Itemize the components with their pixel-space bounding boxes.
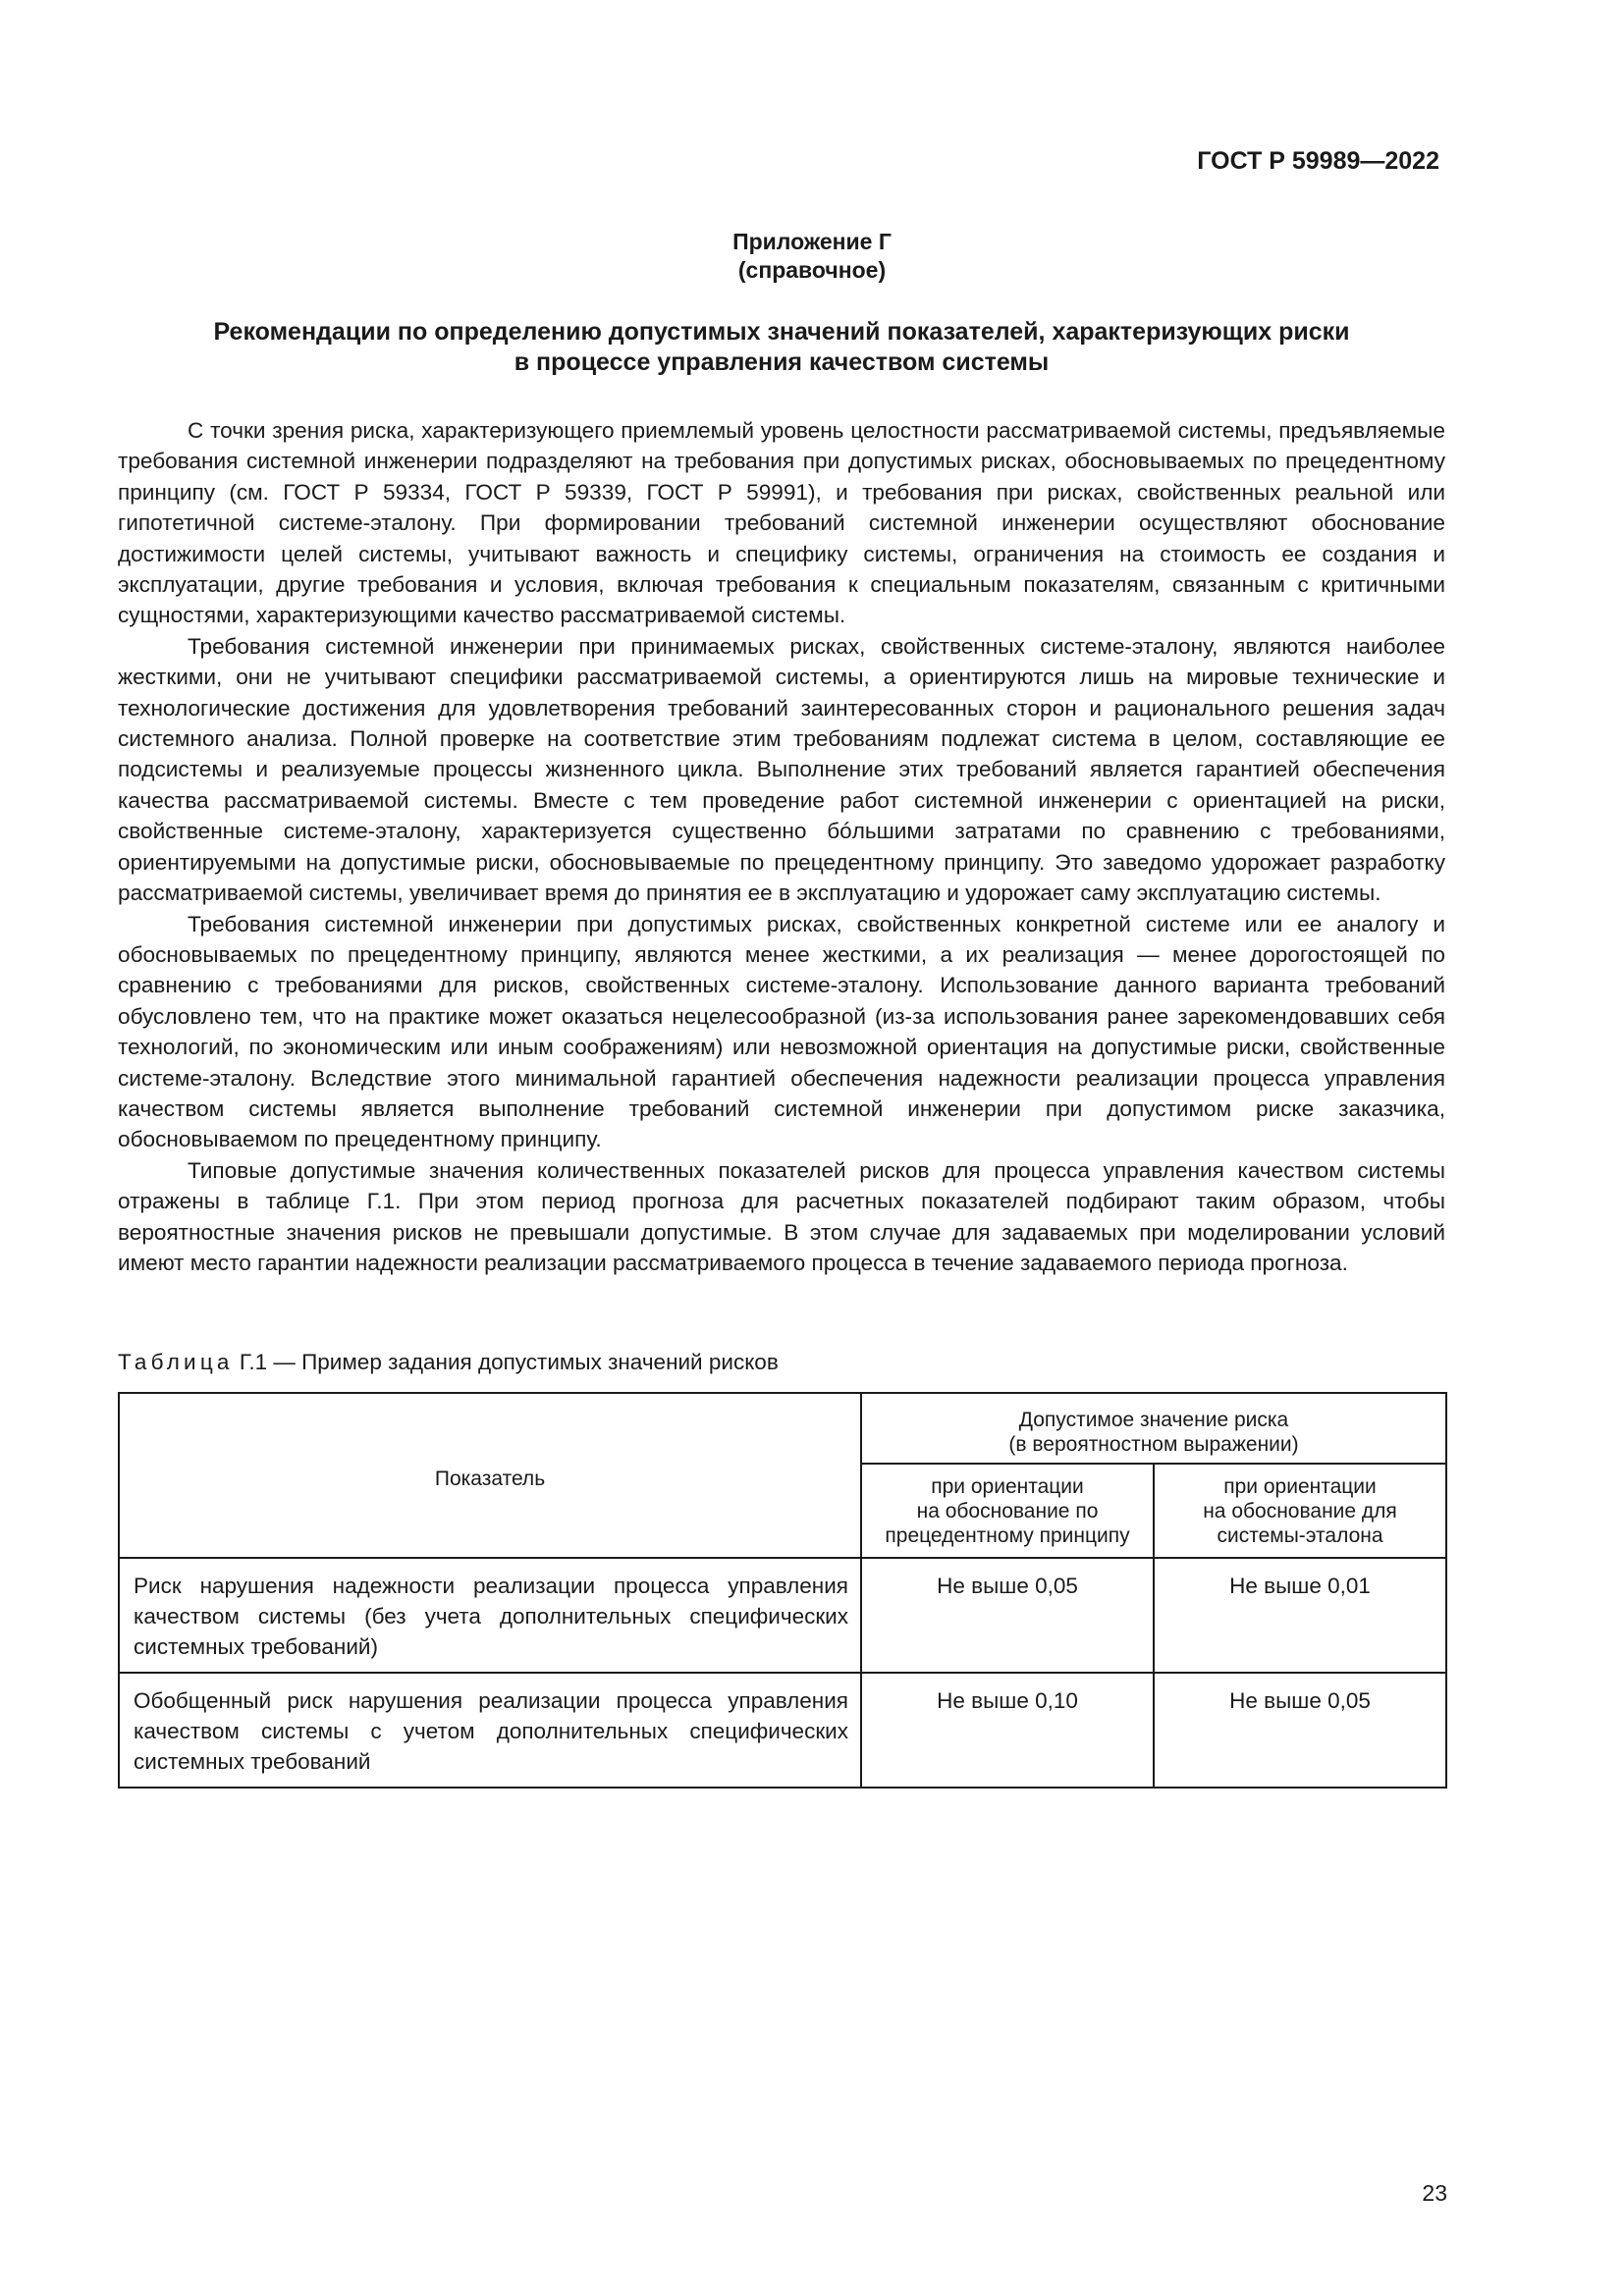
- header-precedent-line-3: прецедентному принципу: [885, 1524, 1130, 1547]
- header-etalon-line-2: на обоснование для: [1203, 1500, 1397, 1522]
- header-etalon-line-1: при ориентации: [1223, 1475, 1377, 1498]
- header-etalon-line-3: системы-эталона: [1217, 1524, 1383, 1547]
- row-2-etalon-value: Не выше 0,05: [1154, 1673, 1446, 1788]
- appendix-title: [118, 317, 1445, 378]
- appendix-title-line-1: Рекомендации по определению допустимых значений показателей, характеризующих риски: [213, 318, 1350, 346]
- appendix-heading: [0, 228, 1624, 285]
- paragraph-4: Типовые допустимые значения количественных показателей рисков для процесса управления качеством системы отражены в таблице Г.1. При этом период прогноза для расчетных показателей подбирают таким образом, чтобы вероятностные значения рисков не превышали допустимые. В этом случае для задаваемых при моделировании условий имеют место гарантии надежности реализации рассматриваемого процесса в течение задаваемого периода прогноза.: [118, 1157, 1445, 1275]
- header-precedent: [861, 1464, 1154, 1558]
- header-group-line-1: Допустимое значение риска: [1018, 1409, 1289, 1431]
- table-header-row: [119, 1393, 1446, 1464]
- header-precedent-line-1: при ориентации: [931, 1475, 1084, 1498]
- gost-standard-code: ГОСТ Р 59989—2022: [1197, 147, 1439, 175]
- body-text: [118, 415, 1445, 1278]
- header-group-line-2: (в вероятностном выражении): [1008, 1433, 1299, 1456]
- appendix-type: (справочное): [737, 257, 887, 283]
- appendix-label: Приложение Г: [732, 229, 892, 254]
- row-1-precedent-value: Не выше 0,05: [861, 1558, 1154, 1673]
- row-1-etalon-value: Не выше 0,01: [1154, 1558, 1446, 1673]
- header-group: [861, 1393, 1446, 1464]
- table-caption-text: Г.1 — Пример задания допустимых значений рисков: [233, 1350, 779, 1374]
- row-2-precedent-value: Не выше 0,10: [861, 1673, 1154, 1788]
- paragraph-3: Требования системной инженерии при допустимых рисках, свойственных конкретной системе или ее аналогу и обосновываемых по прецедентному принципу, являются менее жесткими, а их реализация — менее дорогостоящей по сравнению с требованиями для рисков, свойственных системе-эталону. Использование данного варианта требований обусловлено тем, что на практике может оказаться нецелесообразной (из-за использования ранее зарекомендовавших себя технологий, по экономическим или иным соображениям) или невозможной ориентация на допустимые риски, свойственные системе-эталону. Вследствие этого минимальной гарантией обеспечения надежности реализации процесса управления качеством системы является выполнение требований системной инженерии при допустимом риске заказчика, обосновываемом по прецедентному принципу.: [118, 911, 1445, 1152]
- table-row: [119, 1673, 1446, 1788]
- paragraph-1: С точки зрения риска, характеризующего приемлемый уровень целостности рассматриваемой системы, предъявляемые требования системной инженерии подразделяют на требования при допустимых рисках, обосновываемых по прецедентному принципу (см. ГОСТ Р 59334, ГОСТ Р 59339, ГОСТ Р 59991), и требования при рисках, свойственных реальной или гипотетичной системе-эталону. При формировании требований системной инженерии осуществляют обоснование достижимости целей системы, учитывают важность и специфику системы, ограничения на стоимость ее создания и эксплуатации, другие требования и условия, включая требования к специальным показателям, связанным с критичными сущностями, характеризующими качество рассматриваемой системы.: [118, 418, 1445, 628]
- row-2-indicator: Обобщенный риск нарушения реализации процесса управления качеством системы с учетом дополнительных специфических системных требований: [119, 1673, 861, 1788]
- header-indicator: Показатель: [119, 1393, 861, 1558]
- appendix-title-line-2: в процессе управления качеством системы: [514, 348, 1050, 376]
- table-caption-prefix: Таблица: [118, 1350, 234, 1374]
- header-precedent-line-2: на обоснование по: [916, 1500, 1099, 1522]
- table-row: [119, 1558, 1446, 1673]
- table-caption: [118, 1349, 779, 1376]
- risk-values-table: [118, 1392, 1447, 1789]
- paragraph-2: Требования системной инженерии при принимаемых рисках, свойственных системе-эталону, являются наиболее жесткими, они не учитывают специфики рассматриваемой системы, а ориентируются лишь на мировые технические и технологические достижения для удовлетворения требований заинтересованных сторон и рационального решения задач системного анализа. Полной проверке на соответствие этим требованиям подлежат система в целом, составляющие ее подсистемы и реализуемые процессы жизненного цикла. Выполнение этих требований является гарантией обеспечения качества рассматриваемой системы. Вместе с тем проведение работ системной инженерии с ориентацией на риски, свойственные системе-эталону, характеризуется существенно бóльшими затратами по сравнению с требованиями, ориентируемыми на допустимые риски, обосновываемые по прецедентному принципу. Это заведомо удорожает разработку рассматриваемой системы, увеличивает время до принятия ее в эксплуатацию и удорожает саму эксплуатацию системы.: [118, 633, 1445, 906]
- page-number: 23: [1422, 2180, 1447, 2206]
- header-etalon: [1154, 1464, 1446, 1558]
- row-1-indicator: Риск нарушения надежности реализации процесса управления качеством системы (без учета дополнительных специфических системных требований): [119, 1558, 861, 1673]
